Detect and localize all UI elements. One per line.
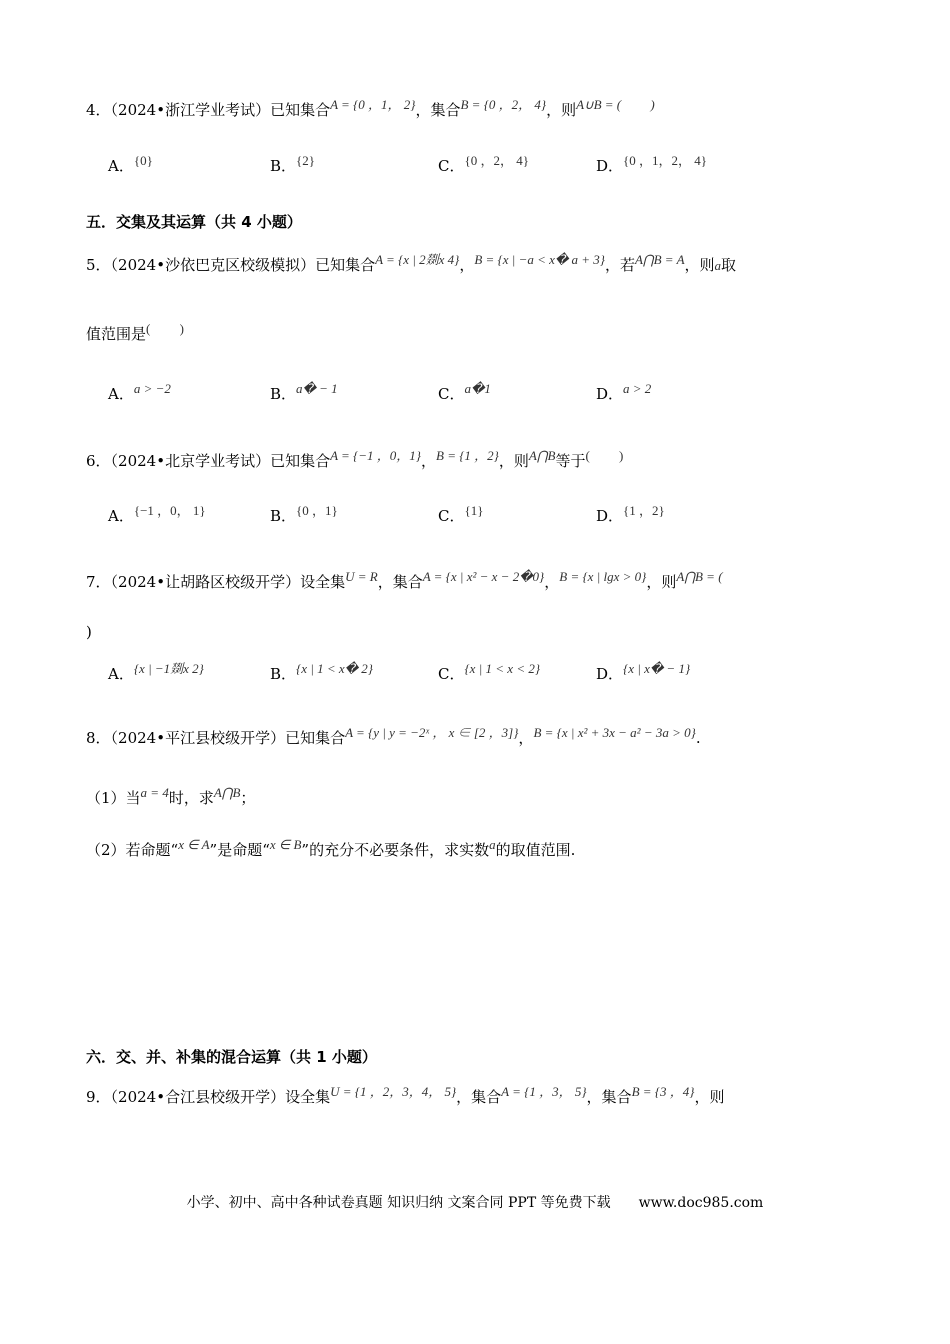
- q5-option-d[interactable]: D．a > 2: [596, 381, 652, 403]
- q7-option-d[interactable]: D．{x | x� − 1}: [596, 661, 691, 683]
- q8-set-a: A = {y | y = −2ˣ ， x ∈ [2 ，3]}: [345, 725, 519, 740]
- q5-set-a: A = {x | 2剟x 4}: [375, 252, 460, 267]
- q4-option-b[interactable]: B．{2}: [270, 153, 316, 175]
- q7-set-b: B = {x | lgx > 0}: [559, 569, 647, 584]
- q8-set-b: B = {x | x² + 3x − a² − 3a > 0}: [533, 725, 696, 740]
- section-6-heading: 六．交、并、补集的混合运算（共 1 小题）: [86, 1048, 377, 1066]
- q6-option-d[interactable]: D．{1 ，2}: [596, 503, 665, 525]
- q4-option-a[interactable]: A．{0}: [108, 153, 153, 175]
- q7-option-a[interactable]: A．{x | −1剟x 2}: [108, 661, 204, 683]
- q8-part1: （1）当a = 4时，求A⋂B；: [86, 785, 256, 807]
- q5-eq: A⋂B = A: [634, 252, 685, 267]
- q9-set-a: A = {1 ，3， 5}: [501, 1084, 587, 1099]
- q4-mid: ，集合: [415, 101, 461, 119]
- q8-stem: 8．（2024•平江县校级开学）已知集合: [86, 729, 346, 747]
- q5-option-a[interactable]: A．a > −2: [108, 381, 171, 403]
- section-5-heading: 五．交集及其运算（共 4 小题）: [86, 213, 302, 231]
- q7-universe: U = R: [345, 569, 378, 584]
- q4-set-b: B = {0 ，2， 4}: [460, 97, 547, 112]
- q5-stem: 5．（2024•沙依巴克区校级模拟）已知集合: [86, 256, 376, 274]
- q9-stem-line: 9．（2024•合江县校级开学）设全集U = {1 ，2，3，4， 5}，集合A = {1 ，3， 5}，集合B = {3 ，4}，则: [86, 1084, 725, 1106]
- q4-expr: A∪B = ( ): [576, 97, 655, 112]
- q6-set-b: B = {1 ，2}: [436, 448, 499, 463]
- q5-stem-line: 5．（2024•沙依巴克区校级模拟）已知集合A = {x | 2剟x 4}，B = {x | −a < x� a + 3}，若A⋂B = A，则a取: [86, 252, 737, 274]
- q7-set-a: A = {x | x² − x − 2�0}: [422, 569, 545, 584]
- q5-line2: 值范围是( ): [86, 321, 184, 343]
- q5-option-b[interactable]: B．a� − 1: [270, 381, 338, 403]
- q5-paren: ( ): [146, 321, 184, 336]
- q7-stem-line: 7．（2024•让胡路区校级开学）设全集U = R，集合A = {x | x² − x − 2�0}，B = {x | lgx > 0}，则A⋂B = (: [86, 569, 723, 591]
- q6-option-c[interactable]: C．{1}: [438, 503, 484, 525]
- footer-text: 小学、初中、高中各种试卷真题 知识归纳 文案合同 PPT 等免费下载: [186, 1195, 611, 1211]
- q7-expr: A⋂B = (: [676, 569, 723, 584]
- q6-expr: A⋂B: [528, 448, 556, 463]
- q6-option-b[interactable]: B．{0 ，1}: [270, 503, 338, 525]
- q7-stem: 7．（2024•让胡路区校级开学）设全集: [86, 573, 346, 591]
- q4-then: ，则: [546, 101, 577, 119]
- q9-stem: 9．（2024•合江县校级开学）设全集: [86, 1088, 331, 1106]
- q6-option-a[interactable]: A．{−1 ，0， 1}: [108, 503, 206, 525]
- q4-option-d[interactable]: D．{0 ，1，2， 4}: [596, 153, 708, 175]
- q6-stem-line: 6．（2024•北京学业考试）已知集合A = {−1 ，0，1}，B = {1 ，2}，则A⋂B等于( ): [86, 448, 624, 470]
- q8-stem-line: 8．（2024•平江县校级开学）已知集合A = {y | y = −2ˣ ， x ∈ [2 ，3]}，B = {x | x² + 3x − a² − 3a > 0}.: [86, 725, 701, 747]
- q6-stem: 6．（2024•北京学业考试）已知集合: [86, 452, 331, 470]
- footer-site-link[interactable]: www.doc985.com: [638, 1195, 764, 1211]
- q4-set-a: A = {0 ，1， 2}: [330, 97, 416, 112]
- q4-option-c[interactable]: C．{0 ，2， 4}: [438, 153, 529, 175]
- q7-line2: ): [86, 623, 92, 641]
- q9-universe: U = {1 ，2，3，4， 5}: [330, 1084, 457, 1099]
- q8-part2: （2）若命题“x ∈ A”是命题“x ∈ B”的充分不必要条件，求实数a的取值范围.: [86, 837, 576, 859]
- page-footer: [0, 1192, 950, 1212]
- q9-set-b: B = {3 ，4}: [631, 1084, 695, 1099]
- q4-stem-line: [86, 97, 655, 121]
- q6-set-a: A = {−1 ，0，1}: [330, 448, 421, 463]
- q5-var: a: [714, 258, 722, 273]
- q4-stem: 4．（2024•浙江学业考试）已知集合: [86, 101, 331, 119]
- q7-option-b[interactable]: B．{x | 1 < x� 2}: [270, 661, 373, 683]
- q5-set-b: B = {x | −a < x� a + 3}: [474, 252, 605, 267]
- q7-option-c[interactable]: C．{x | 1 < x < 2}: [438, 661, 541, 683]
- q5-option-c[interactable]: C．a�1: [438, 381, 491, 403]
